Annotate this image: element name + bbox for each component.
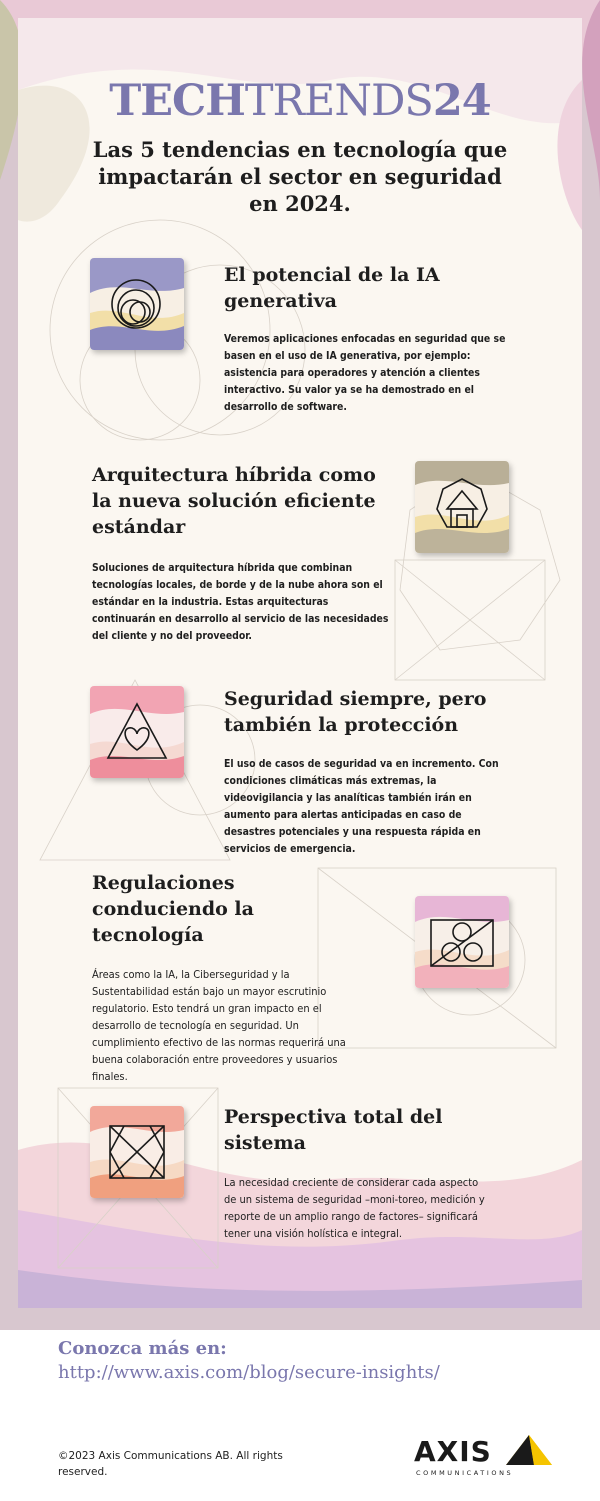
title-light: TRENDS: [244, 76, 433, 126]
section-2-title: Arquitectura híbrida como la nueva solución eficiente estándar: [92, 464, 376, 538]
logo-word: AXIS: [414, 1435, 492, 1468]
section-3-body: El uso de casos de seguridad va en incremento. Con condiciones climáticas más extremas, la videovigilancia y las analíticas también irán en aumento para alertas anticipadas en caso de desastres potenciales y una respuesta rápida en servicios de emergencia.: [224, 758, 499, 855]
logo-subtitle: COMMUNICATIONS: [416, 1469, 514, 1477]
section-5-title: Perspectiva total del sistema: [224, 1106, 443, 1154]
section-3-title: Seguridad siempre, pero también la protección: [224, 688, 487, 736]
section-5-body: La necesidad creciente de considerar cada aspecto de un sistema de seguridad –moni-toreo, medición y reporte de un amplio rango de factores– significará tener una visión holística e integral.: [224, 1176, 485, 1240]
learn-more-label: Conozca más en:: [58, 1338, 227, 1359]
section-1-title: El potencial de la IA generativa: [224, 264, 440, 312]
title-bold: TECH: [109, 76, 245, 126]
page-title: [0, 78, 600, 124]
section-4-title: Regulaciones conduciendo la tecnología: [92, 872, 254, 946]
triangle-heart-icon: [90, 686, 184, 778]
copyright-text: ©2023 Axis Communications AB. All rights reserved.: [58, 1450, 283, 1478]
concentric-circles-icon: [90, 258, 184, 350]
title-year: 24: [432, 76, 491, 126]
logo-triangle-icon: [504, 1433, 554, 1467]
three-circles-box-icon: [415, 896, 509, 988]
heptagon-house-icon: [415, 461, 509, 553]
section-4-body: Áreas como la IA, la Ciberseguridad y la Sustentabilidad están bajo un mayor escrutinio regulatorio. Esto tendrá un gran impacto en el desarrollo de tecnología en seguridad. Un cumplimiento efectivo de las normas requerirá una buena colaboración entre proveedores y usuarios finales.: [92, 968, 346, 1083]
page-subtitle: Las 5 tendencias en tecnología que impactarán el sector en seguridad en 2024.: [92, 137, 508, 216]
section-1-body: Veremos aplicaciones enfocadas en seguridad que se basen en el uso de IA generativa, por ejemplo: asistencia para operadores y atención a clientes interactivo. Su valor ya se ha demostrado en el desarrollo de software.: [224, 333, 506, 413]
axis-logo: [414, 1433, 554, 1481]
learn-more-link[interactable]: http://www.axis.com/blog/secure-insights/: [58, 1362, 440, 1383]
section-2-body: Soluciones de arquitectura híbrida que combinan tecnologías locales, de borde y de la nube ahora son el estándar en la industria. Estas arquitecturas continuarán en desarrollo al servicio de las necesidades del cliente y no del proveedor.: [92, 562, 389, 642]
crossed-square-icon: [90, 1106, 184, 1198]
